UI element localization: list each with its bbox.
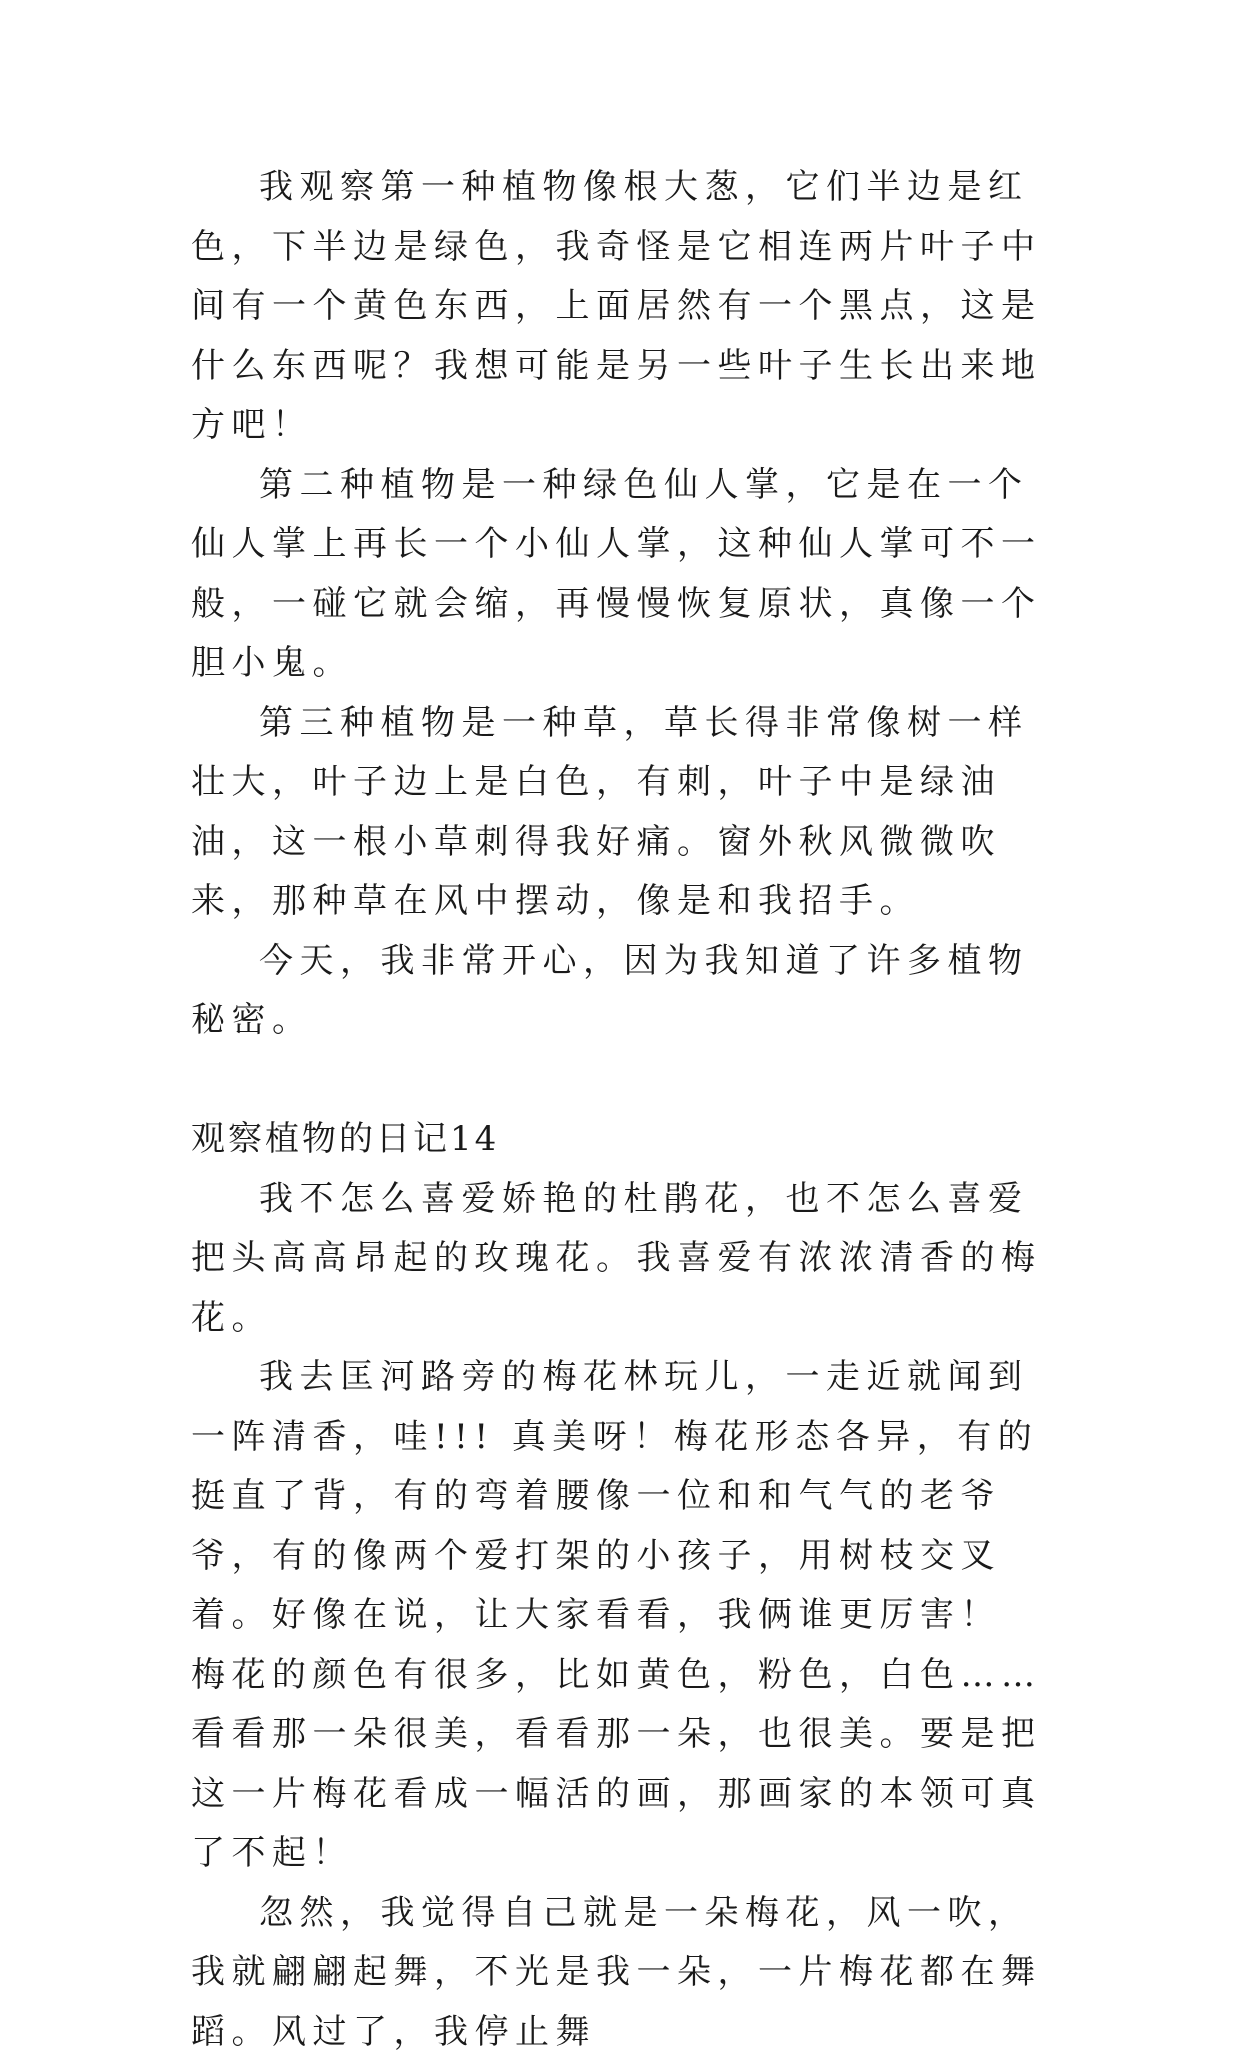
paragraph-plum-forest: 我去匡河路旁的梅花林玩儿，一走近就闻到一阵清香，哇!!! 真美呀！梅花形态各异，有的挺直了背，有的弯着腰像一位和和气气的老爷爷，有的像两个爱打架的小孩子，用树枝交叉着。好像在说，让大家看看，我俩谁更厉害！ 梅花的颜色有很多，比如黄色，粉色，白色…… 看看那一朵很美，看看那一朵，也很美。要是把这一片梅花看成一幅活的画，那画家的本领可真了不起！ [191, 1348, 1051, 1884]
paragraph-first-plant: 我观察第一种植物像根大葱，它们半边是红色，下半边是绿色，我奇怪是它相连两片叶子中间有一个黄色东西，上面居然有一个黑点，这是什么东西呢？我想可能是另一些叶子生长出来地方吧！ [191, 158, 1051, 456]
paragraph-second-plant: 第二种植物是一种绿色仙人掌，它是在一个仙人掌上再长一个小仙人掌，这种仙人掌可不一般，一碰它就会缩，再慢慢恢复原状，真像一个胆小鬼。 [191, 456, 1051, 694]
paragraph-third-plant: 第三种植物是一种草，草长得非常像树一样壮大，叶子边上是白色，有刺，叶子中是绿油油，这一根小草刺得我好痛。窗外秋风微微吹来，那种草在风中摆动，像是和我招手。 [191, 694, 1051, 932]
section-heading: 观察植物的日记14 [191, 1110, 1051, 1170]
paragraph-plum-dance: 忽然，我觉得自己就是一朵梅花，风一吹，我就翩翩起舞，不光是我一朵，一片梅花都在舞蹈。风过了，我停止舞 [191, 1884, 1051, 2062]
section-spacer [191, 1051, 1051, 1111]
paragraph-plum-intro: 我不怎么喜爱娇艳的杜鹃花，也不怎么喜爱把头高高昂起的玫瑰花。我喜爱有浓浓清香的梅花。 [191, 1170, 1051, 1349]
paragraph-conclusion: 今天，我非常开心，因为我知道了许多植物秘密。 [191, 932, 1051, 1051]
document-body [191, 158, 1051, 2062]
